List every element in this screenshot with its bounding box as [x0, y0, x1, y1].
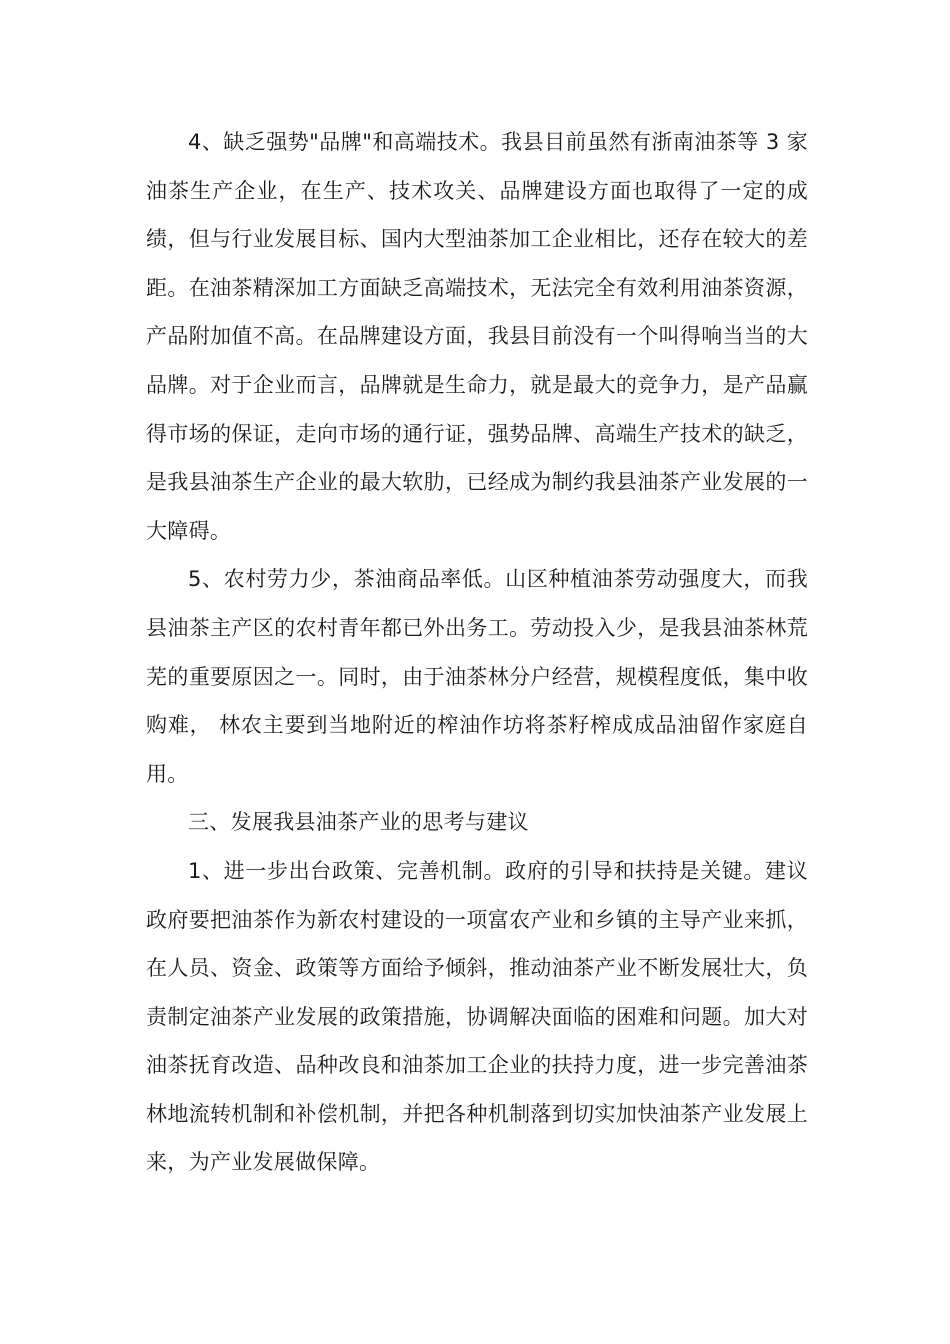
paragraph-brand-technology: 4、缺乏强势"品牌"和高端技术。我县目前虽然有浙南油茶等 3 家油茶生产企业，在生产、技术攻关、品牌建设方面也取得了一定的成绩，但与行业发展目标、国内大型油茶加工企业相比，还存在较大的差距。在油茶精深加工方面缺乏高端技术，无法完全有效利用油茶资源，产品附加值不高。在品牌建设方面，我县目前没有一个叫得响当当的大品牌。对于企业而言，品牌就是生命力，就是最大的竞争力，是产品赢得市场的保证，走向市场的通行证，强势品牌、高端生产技术的缺乏，是我县油茶生产企业的最大软肋，已经成为制约我县油茶产业发展的一大障碍。 — [146, 130, 808, 543]
paragraph-policy-mechanism: 1、进一步出台政策、完善机制。政府的引导和扶持是关键。建议政府要把油茶作为新农村建设的一项富农产业和乡镇的主导产业来抓，在人员、资金、政策等方面给予倾斜，推动油茶产业不断发展壮大，负责制定油茶产业发展的政策措施，协调解决面临的困难和问题。加大对油茶抚育改造、品种改良和油茶加工企业的扶持力度，进一步完善油茶林地流转机制和补偿机制，并把各种机制落到切实加快油茶产业发展上来，为产业发展做保障。 — [146, 858, 808, 1175]
paragraph-rural-labor: 5、农村劳力少，茶油商品率低。山区种植油茶劳动强度大，而我县油茶主产区的农村青年都已外出务工。劳动投入少，是我县油茶林荒芜的重要原因之一。同时，由于油茶林分户经营，规模程度低，集中收购难， 林农主要到当地附近的榨油作坊将茶籽榨成成品油留作家庭自用。 — [146, 567, 808, 786]
section-heading-suggestions: 三、发展我县油茶产业的思考与建议 — [188, 810, 529, 835]
document-body — [146, 118, 808, 1187]
